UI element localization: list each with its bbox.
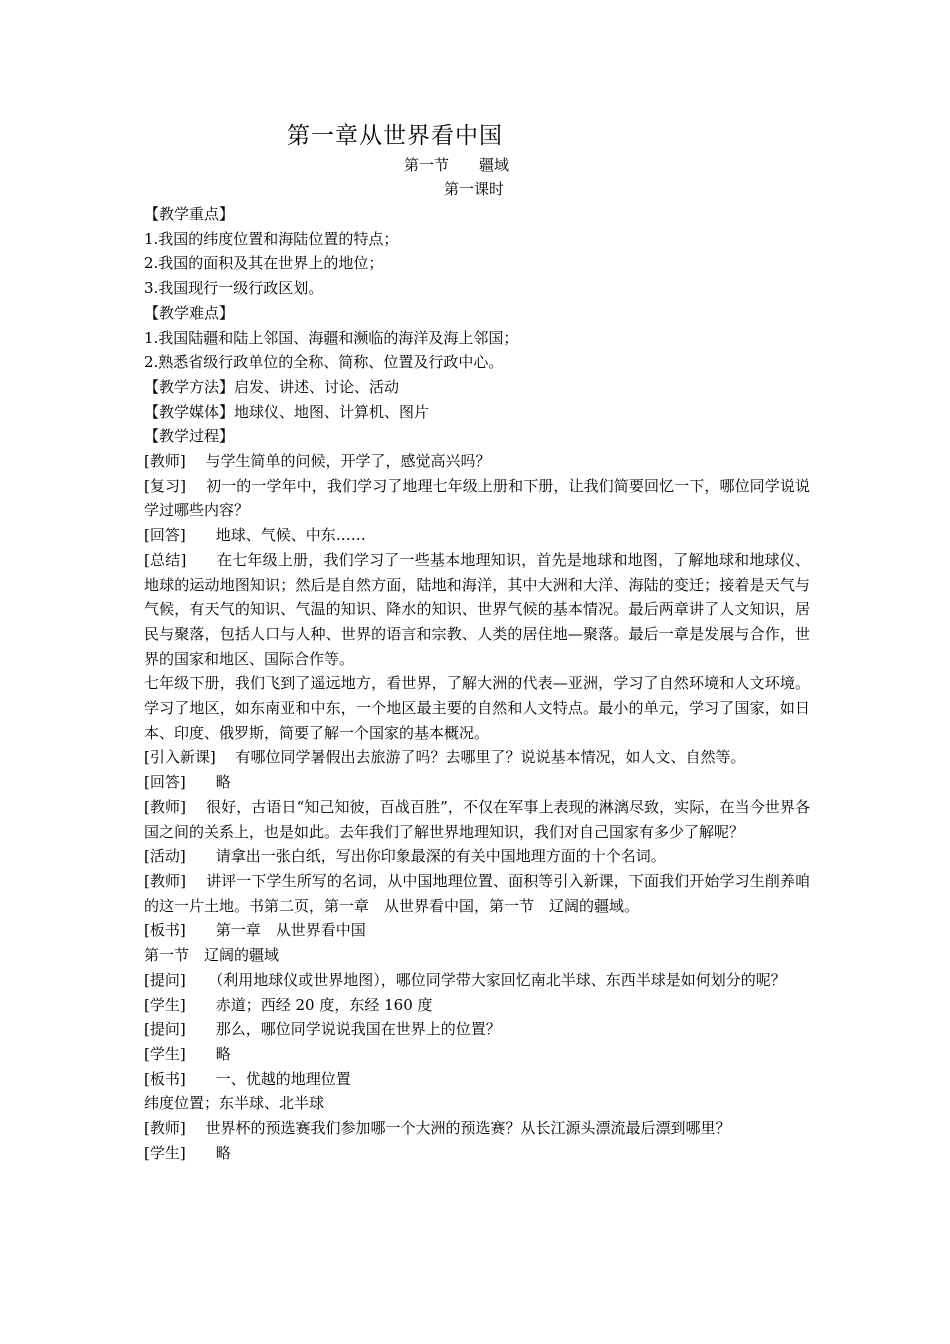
dialogue-tag: [教师] (144, 452, 186, 471)
dialogue-tag: [引入新课] (144, 748, 216, 767)
paragraph (144, 202, 810, 227)
paragraph-text: 初一的一学年中，我们学习了地理七年级上册和下册，让我们简要回忆一下，哪位同学说说学过哪些内容？ (144, 476, 810, 520)
dialogue-tag: [提问] (144, 970, 186, 989)
paragraph-text: 有哪位同学暑假出去旅游了吗？去哪里了？说说基本情况，如人文、自然等。 (235, 748, 746, 767)
paragraph-text: 一、优越的地理位置 (215, 1069, 351, 1088)
dialogue-tag: [教师] (144, 1119, 186, 1138)
paragraph (144, 301, 810, 326)
paragraph-text: 3.我国现行一级行政区划。 (144, 279, 324, 298)
paragraph (144, 918, 810, 943)
paragraph-text: 第一节 辽阔的疆域 (144, 946, 280, 965)
paragraph-text: 世界杯的预选赛我们参加哪一个大洲的预选赛？从长江源头漂流最后漂到哪里？ (205, 1119, 731, 1138)
paragraph (144, 745, 810, 770)
section-name: 疆域 (479, 156, 510, 174)
paragraph (144, 400, 810, 425)
paragraph (144, 1141, 810, 1166)
paragraph-text: （利用地球仪或世界地图），哪位同学带大家回忆南北半球、东西半球是如何划分的呢？ (215, 970, 786, 989)
paragraph-text: 1.我国陆疆和陆上邻国、海疆和濒临的海洋及海上邻国； (144, 328, 519, 347)
paragraph (144, 968, 810, 993)
paragraph-text: 七年级下册，我们飞到了遥远地方，看世界，了解大洲的代表—亚洲，学习了自然环境和人文环境。学习了地区，如东南亚和中东，一个地区最主要的自然和人文特点。最小的单元，学习了国家，如日本、印度、俄罗斯，简要了解一个国家的基本概况。 (144, 674, 810, 742)
paragraph (144, 1116, 810, 1141)
paragraph-text: 讲评一下学生所写的名词，从中国地理位置、面积等引入新课，下面我们开始学习生削养咱的这一片土地。书第二页，第一章 从世界看中国，第一节 辽阔的疆域。 (144, 871, 810, 915)
dialogue-tag: [板书] (144, 1069, 186, 1088)
dialogue-tag: [回答] (144, 526, 186, 545)
paragraph-text: 【教学过程】 (144, 427, 235, 446)
paragraph-text: 赤道；西经 20 度，东经 160 度 (215, 995, 433, 1014)
dialogue-tag: [教师] (144, 871, 187, 890)
paragraph (144, 770, 810, 795)
paragraph-text: 略 (215, 1143, 231, 1162)
paragraph (144, 1091, 810, 1116)
dialogue-tag: [总结] (144, 550, 187, 569)
paragraph (144, 326, 810, 351)
paragraph-text: 略 (215, 773, 231, 792)
paragraph (144, 1042, 810, 1067)
paragraph-text: 1.我国的纬度位置和海陆位置的特点； (144, 229, 399, 248)
paragraph (144, 1017, 810, 1042)
paragraph-text: 地球、气候、中东…… (215, 526, 366, 545)
dialogue-tag: [学生] (144, 995, 186, 1014)
section-number: 第一节 (404, 156, 450, 174)
paragraph-text: 【教学难点】 (144, 303, 235, 322)
paragraph-text: 与学生简单的问候，开学了，感觉高兴吗？ (205, 452, 491, 471)
document-body (144, 202, 810, 1165)
paragraph (144, 548, 810, 672)
paragraph (144, 424, 810, 449)
paragraph-text: 2.熟悉省级行政单位的全称、简称、位置及行政中心。 (144, 353, 504, 372)
dialogue-tag: [提问] (144, 1020, 186, 1039)
paragraph (144, 795, 810, 844)
paragraph (144, 943, 810, 968)
dialogue-tag: [活动] (144, 847, 186, 866)
paragraph (144, 276, 810, 301)
dialogue-tag: [回答] (144, 773, 186, 792)
paragraph-text: 【教学媒体】地球仪、地图、计算机、图片 (144, 402, 430, 421)
document-page (144, 118, 810, 1165)
paragraph-text: 【教学重点】 (144, 205, 235, 223)
paragraph-text: 请拿出一张白纸，写出你印象最深的有关中国地理方面的十个名词。 (215, 847, 666, 866)
paragraph (144, 993, 810, 1018)
paragraph-text: 在七年级上册，我们学习了一些基本地理知识，首先是地球和地图，了解地球和地球仪、地球的运动地图知识；然后是自然方面，陆地和海洋，其中大洲和大洋、海陆的变迁；接着是天气与气候，有天气的知识、气温的知识、降水的知识、世界气候的基本情况。最后两章讲了人文知识，居民与聚落，包括人口与人种、世界的语言和宗教、人类的居住地—聚落。最后一章是发展与合作，世界的国家和地区、国际合作等。 (144, 550, 810, 668)
paragraph-text: 2.我国的面积及其在世界上的地位； (144, 254, 384, 273)
chapter-title: 第一章从世界看中国 (287, 123, 503, 149)
paragraph (144, 227, 810, 252)
dialogue-tag: [学生] (144, 1044, 186, 1063)
paragraph (144, 844, 810, 869)
dialogue-tag: [板书] (144, 921, 186, 940)
paragraph-text: 第一章 从世界看中国 (215, 921, 366, 940)
paragraph-text: 略 (215, 1044, 231, 1063)
dialogue-tag: [学生] (144, 1143, 186, 1162)
dialogue-tag: [教师] (144, 797, 186, 816)
paragraph (144, 375, 810, 400)
paragraph-text: 【教学方法】启发、讲述、讨论、活动 (144, 377, 400, 396)
paragraph-text: 很好，古语日“知己知彼，百战百胜”，不仅在军事上表现的淋漓尽致，实际，在当今世界各国之间的关系上，也是如此。去年我们了解世界地理知识，我们对自己国家有多少了解呢？ (144, 797, 810, 841)
paragraph (144, 523, 810, 548)
paragraph (144, 474, 810, 523)
section-title (144, 154, 810, 176)
dialogue-tag: [复习] (144, 476, 187, 495)
paragraph-text: 纬度位置；东半球、北半球 (144, 1094, 325, 1113)
lesson-title: 第一课时 (444, 180, 505, 198)
paragraph (144, 449, 810, 474)
paragraph (144, 671, 810, 745)
paragraph (144, 869, 810, 918)
paragraph (144, 251, 810, 276)
paragraph-text: 那么，哪位同学说说我国在世界上的位置？ (215, 1020, 501, 1039)
paragraph (144, 350, 810, 375)
paragraph (144, 1067, 810, 1092)
